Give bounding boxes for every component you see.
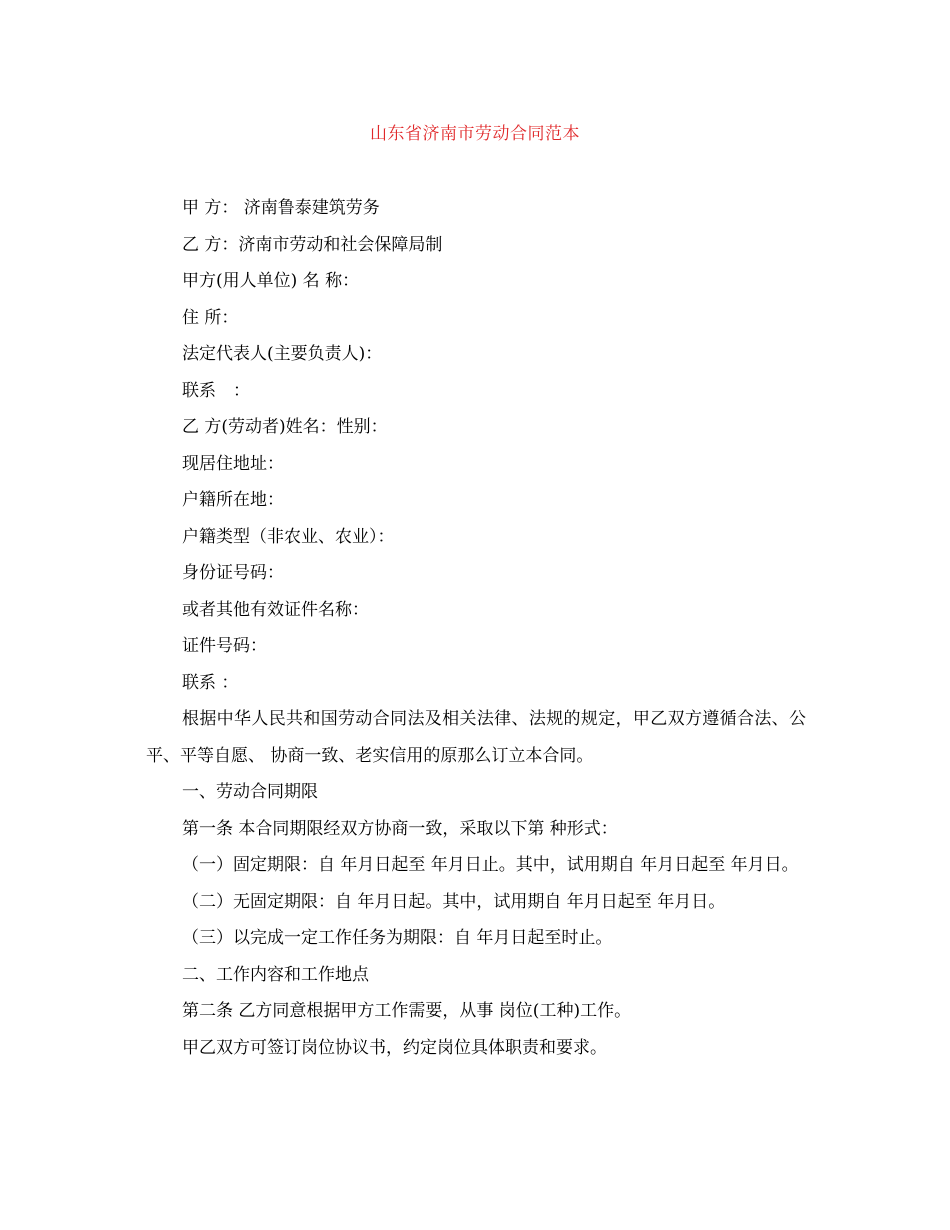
address-line: 住 所： [182,307,239,328]
household-type-line: 户籍类型（非农业、农业）： [182,526,395,547]
legal-representative-line: 法定代表人(主要负责人)： [182,344,383,364]
other-id-name-line: 或者其他有效证件名称： [182,599,369,620]
section-heading-contract-term: 一、劳动合同期限 [182,782,318,802]
section-heading-work-content: 二、工作内容和工作地点 [182,964,369,985]
id-number-line: 身份证号码： [182,563,284,583]
document-title: 山东省济南市劳动合同范本 [370,124,580,144]
term-option-fixed: （一）固定期限：自 年月日起至 年月日止。其中，试用期自 年月日起至 年月日。 [182,855,799,875]
preamble-paragraph: 根据中华人民共和国劳动合同法及相关法律、法规的规定，甲乙双方遵循合法、公平、平等自愿、 协商一致、老实信用的原那么订立本合同。 [146,709,806,766]
article-1: 第一条 本合同期限经双方协商一致，采取以下第 种形式： [182,818,618,839]
article-2-note: 甲乙双方可签订岗位协议书，约定岗位具体职责和要求。 [182,1037,607,1058]
term-option-task-based: （三）以完成一定工作任务为期限：自 年月日起至时止。 [182,928,613,948]
document-body [146,190,806,1066]
certificate-number-line: 证件号码： [182,636,267,656]
current-address-line: 现居住地址： [182,453,284,474]
party-a-line: 甲 方： 济南鲁泰建筑劳务 [182,198,380,218]
employer-name-line: 甲方(用人单位) 名 称： [182,271,360,291]
term-option-open-ended: （二）无固定期限：自 年月日起。其中，试用期自 年月日起至 年月日。 [182,891,726,912]
household-location-line: 户籍所在地： [182,490,284,510]
party-b-line: 乙 方：济南市劳动和社会保障局制 [182,234,443,255]
article-2: 第二条 乙方同意根据甲方工作需要，从事 岗位(工种)工作。 [182,1001,632,1021]
employer-contact-line: 联系 ： [182,380,250,401]
employee-contact-line: 联系 ： [182,672,239,693]
employee-name-gender-line: 乙 方(劳动者)姓名：性别： [182,417,388,437]
